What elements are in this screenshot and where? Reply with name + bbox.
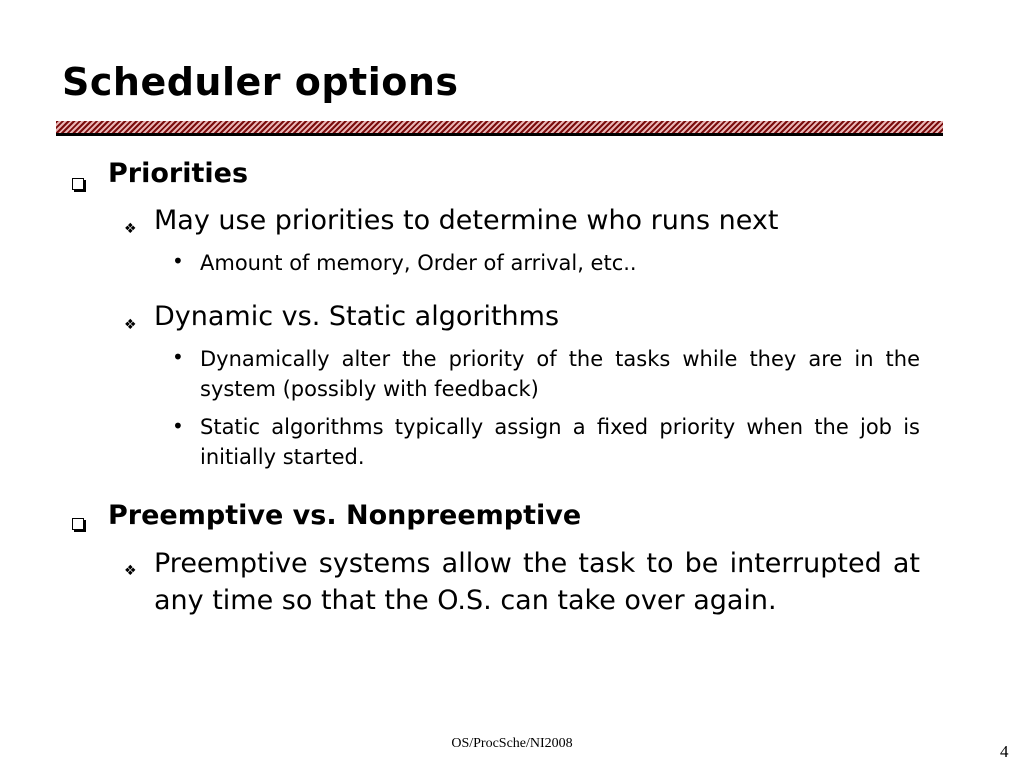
slide-title: Scheduler options <box>62 60 459 104</box>
page-number: 4 <box>1000 742 1009 761</box>
square-bullet-icon <box>72 518 84 530</box>
diamond-bullet-icon: ❖ <box>124 563 137 579</box>
dot-bullet-icon: • <box>172 249 184 273</box>
diamond-bullet-icon: ❖ <box>124 317 137 333</box>
sub-bullet-item: Amount of memory, Order of arrival, etc.. <box>200 251 637 275</box>
section-heading-priorities: Priorities <box>108 158 249 189</box>
sub-bullet-item: Dynamically alter the priority of the tasks while they are in the system (possibly with feedback) <box>200 347 920 401</box>
bullet-item: Preemptive systems allow the task to be interrupted at any time so that the O.S. can take over again. <box>154 548 920 616</box>
bullet-item: Dynamic vs. Static algorithms <box>154 301 560 332</box>
bullet-item: May use priorities to determine who runs next <box>154 205 779 236</box>
square-bullet-icon <box>72 178 84 190</box>
footer-text: OS/ProcSche/NI2008 <box>451 736 573 751</box>
sub-bullet-item: Static algorithms typically assign a fixed priority when the job is initially started. <box>200 415 920 469</box>
section-heading-preemptive: Preemptive vs. Nonpreemptive <box>108 500 582 531</box>
dot-bullet-icon: • <box>172 345 184 369</box>
diamond-bullet-icon: ❖ <box>124 221 137 237</box>
title-divider <box>56 121 943 133</box>
dot-bullet-icon: • <box>172 414 184 438</box>
title-divider-line <box>56 133 943 136</box>
